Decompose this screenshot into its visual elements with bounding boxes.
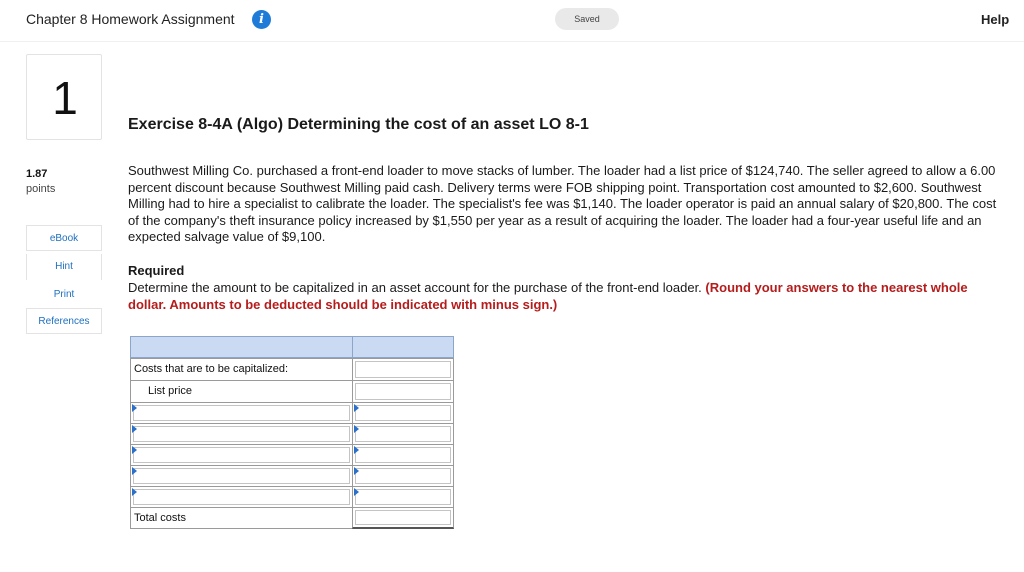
list-price-label: List price	[148, 385, 193, 397]
print-button[interactable]: Print	[26, 282, 102, 308]
amount-cell	[352, 465, 454, 486]
dropdown-arrow-icon	[354, 404, 359, 412]
dropdown-arrow-icon	[132, 446, 137, 454]
item-dropdown[interactable]	[133, 468, 350, 484]
amount-cell	[352, 402, 454, 423]
amount-input[interactable]	[355, 489, 451, 505]
dropdown-arrow-icon	[354, 425, 359, 433]
exercise-title: Exercise 8-4A (Algo) Determining the cost of an asset LO 8-1	[128, 116, 589, 133]
total-amount-cell	[352, 507, 454, 529]
ebook-button[interactable]: eBook	[26, 225, 102, 251]
table-header-cell	[130, 336, 352, 358]
rounding-note: (Round your answers to the nearest whole dollar. Amounts to be deducted should be indicated with minus sign.)	[128, 280, 968, 312]
total-amount-input[interactable]	[355, 510, 451, 525]
amount-input[interactable]	[355, 383, 451, 400]
hint-button[interactable]: Hint	[26, 254, 102, 280]
dropdown-arrow-icon	[132, 404, 137, 412]
amount-input[interactable]	[355, 426, 451, 442]
item-dropdown[interactable]	[133, 489, 350, 505]
dropdown-arrow-icon	[132, 467, 137, 475]
question-number: 1	[52, 72, 78, 124]
points-label: points	[26, 183, 56, 195]
amount-input[interactable]	[355, 361, 451, 378]
references-button[interactable]: References	[26, 308, 102, 334]
table-header-row	[130, 336, 454, 358]
item-dropdown[interactable]	[133, 447, 350, 463]
table-row	[130, 507, 454, 529]
dropdown-arrow-icon	[354, 446, 359, 454]
amount-input[interactable]	[355, 468, 451, 484]
section-label: Costs that are to be capitalized:	[134, 363, 289, 375]
amount-input[interactable]	[355, 447, 451, 463]
capitalized-costs-table	[130, 336, 454, 529]
assignment-title: Chapter 8 Homework Assignment	[26, 11, 235, 27]
dropdown-arrow-icon	[132, 488, 137, 496]
table-row	[130, 465, 454, 486]
item-dropdown-cell	[130, 444, 352, 465]
table-row	[130, 358, 454, 380]
dropdown-arrow-icon	[354, 488, 359, 496]
table-row	[130, 380, 454, 402]
item-dropdown-cell	[130, 402, 352, 423]
item-dropdown[interactable]	[133, 405, 350, 421]
item-dropdown-cell	[130, 465, 352, 486]
required-heading: Required	[128, 263, 185, 278]
required-instructions	[128, 280, 988, 313]
amount-cell	[352, 486, 454, 507]
item-dropdown-cell	[130, 486, 352, 507]
top-bar	[0, 0, 1024, 42]
total-costs-label: Total costs	[134, 512, 186, 524]
total-label-cell	[130, 507, 352, 529]
amount-cell	[352, 444, 454, 465]
dropdown-arrow-icon	[132, 425, 137, 433]
required-text: Determine the amount to be capitalized in an asset account for the purchase of the front-end loader.	[128, 280, 702, 295]
item-dropdown-cell	[130, 423, 352, 444]
item-label-cell	[130, 380, 352, 402]
table-row	[130, 486, 454, 507]
question-number-box	[26, 54, 102, 140]
table-row	[130, 402, 454, 423]
help-button[interactable]: Help	[981, 12, 1010, 27]
amount-cell	[352, 380, 454, 402]
amount-cell	[352, 358, 454, 380]
amount-cell	[352, 423, 454, 444]
table-row	[130, 423, 454, 444]
saved-status-badge: Saved	[555, 8, 619, 30]
dropdown-arrow-icon	[354, 467, 359, 475]
item-dropdown[interactable]	[133, 426, 350, 442]
amount-input[interactable]	[355, 405, 451, 421]
problem-text: Southwest Milling Co. purchased a front-end loader to move stacks of lumber. The loader had a list price of $124,740. The seller agreed to allow a 6.00 percent discount because Southwest Milling paid cash. Delivery terms were FOB shipping point. Transportation cost amounted to $2,600. Southwest Milling had to hire a specialist to calibrate the loader. The specialist's fee was $1,140. The loader operator is paid an annual salary of $20,800. The cost of the company's theft insurance policy increased by $1,550 per year as a result of acquiring the loader. The loader had a four-year useful life and an expected salvage value of $9,100.	[128, 163, 997, 245]
table-header-cell	[352, 336, 454, 358]
points-value: 1.87	[26, 168, 48, 180]
section-label-cell	[130, 358, 352, 380]
info-icon[interactable]: i	[252, 10, 271, 29]
table-row	[130, 444, 454, 465]
